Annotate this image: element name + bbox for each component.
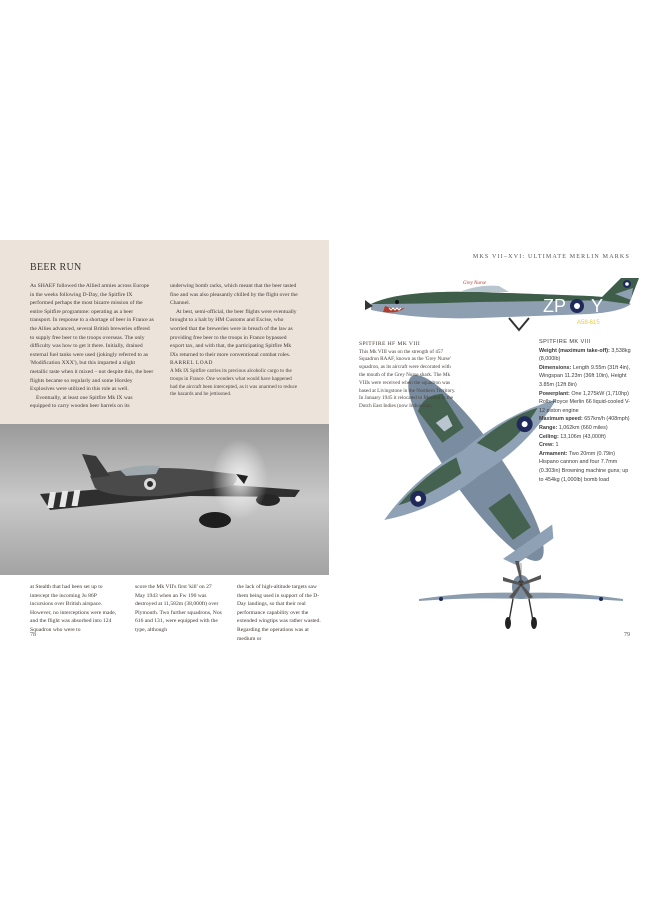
- running-head: MKS VII–XVI: ULTIMATE MERLIN MARKS: [472, 254, 630, 260]
- caption-title: SPITFIRE HF MK VIII: [359, 341, 421, 347]
- sidebar-column-2: [170, 282, 300, 399]
- specifications-box: [539, 338, 631, 484]
- spec-row: Weight (maximum take-off): 3,538kg (8,000lb): [539, 347, 631, 363]
- serial-number: A58-615: [577, 320, 600, 326]
- right-page: [331, 0, 660, 900]
- aircraft-code-right: Y: [591, 296, 604, 316]
- photo-caption: A Mk IX Spitfire carries its precious alcoholic cargo to the troops in France. One wonders what would have happened had the aircraft been intercepted, as it was unarmed to reduce the hazards and be jettisoned.: [170, 367, 298, 398]
- sidebar-heading: BEER RUN: [30, 262, 82, 273]
- page-number: 79: [624, 632, 630, 638]
- front-view-illustration: [411, 555, 631, 633]
- spec-row: Maximum speed: 657km/h (408mph): [539, 416, 630, 423]
- spec-row: Ceiling: 13,106m (43,000ft): [539, 433, 606, 440]
- sidebar-column-1: [30, 282, 154, 411]
- caption-heading: BARREL LOAD: [170, 360, 213, 367]
- photo-image: [0, 424, 329, 575]
- spec-row: Dimensions: Length 9.55m (31ft 4in), Wingspan 11.23m (36ft 10in), Height 3.85m (12ft 8in): [539, 364, 631, 388]
- sidebar-paragraph: As SHAEF followed the Allied armies across Europe in the weeks following D-Day, the Spitfire IX performed perhaps the most bizarre mission of the entire Spitfire programme: operating as a beer transport. In response to a shortage of beer in France as the Allies advanced, several British breweries offered to supply free beer to the troops overseas. The only difficulty was how to get it there. Initially, drained external fuel tanks were used (jokingly referred to as 'Modification XXX'), but this imparted a slight metallic taste when it mixed – not despite this, the beer flights became so regularly and some Horsley Explosives were utilized in this role as well.: [30, 283, 154, 393]
- sidebar-paragraph: Eventually, at least one Spitfire Mk IX was equipped to carry wooden beer barrels on its: [30, 394, 133, 410]
- body-column: score the Mk VII's first 'kill' on 27 May 1943 when an Fw 190 was destroyed at 11,582m (38,000ft) over Plymouth. Two further squadrons, Nos 616 and 131, were equipped with the type, although: [135, 584, 222, 633]
- nose-art-label: Grey Nurse: [463, 281, 487, 286]
- sidebar-paragraph: underwing bomb racks, which meant that the beer tasted fine and was also pleasantly chilled by the flight over the Channel.: [170, 283, 298, 307]
- page-number: 78: [30, 632, 36, 638]
- aircraft-code-left: ZP: [543, 296, 567, 316]
- profile-caption: [359, 340, 457, 411]
- spec-row: Crew: 1: [539, 442, 559, 449]
- spec-row: Range: 1,062km (660 miles): [539, 424, 608, 431]
- spec-title: SPITFIRE MK VIII: [539, 339, 591, 345]
- caption-text: This Mk VIII was on the strength of 457 Squadron RAAF, known as the 'Grey Nurse' squadron, as its aircraft were decorated with the mouth of the Grey Nurse shark. The Mk VIIIs were received when the squadron was based at Livingstone in the Northern Territory. In January 1945 it relocated to Morotai in the Dutch East Indies (now Indonesia).: [359, 348, 456, 410]
- spitfire-photo: [0, 424, 329, 575]
- sidebar-paragraph: At best, semi-official, the beer flights were eventually brought to a halt by HM Customs and Excise, who worried that the breweries were in breach of the law as providing free beer to the troops in France bypassed export tax, and with that, the participating Spitfire Mk IXs returned to their more conventional combat roles.: [170, 308, 297, 358]
- body-column: at Stealth that had been set up to intercept the incoming Ju 86P incursions over British airspace. However, no interceptions were made, and the flight was absorbed into 124 Squadron who were to: [30, 584, 117, 633]
- spec-row: Powerplant: One 1,275kW (1,710hp) Rolls-Royce Merlin 66 liquid-cooled V-12 piston engine: [539, 390, 631, 414]
- spec-row: Armament: Two 20mm (0.79in) Hispano cannon and four 7.7mm (0.303in) Browning machine guns; up to 454kg (1,000lb) bomb load: [539, 450, 629, 483]
- left-page: [0, 0, 329, 900]
- side-profile-illustration: [359, 270, 649, 334]
- body-column: the lack of high-altitude targets saw them being used in support of the D-Day landings, so that their real performance capability over the extended wingtips was rather wasted. Regarding the operations was at medium or: [237, 584, 321, 642]
